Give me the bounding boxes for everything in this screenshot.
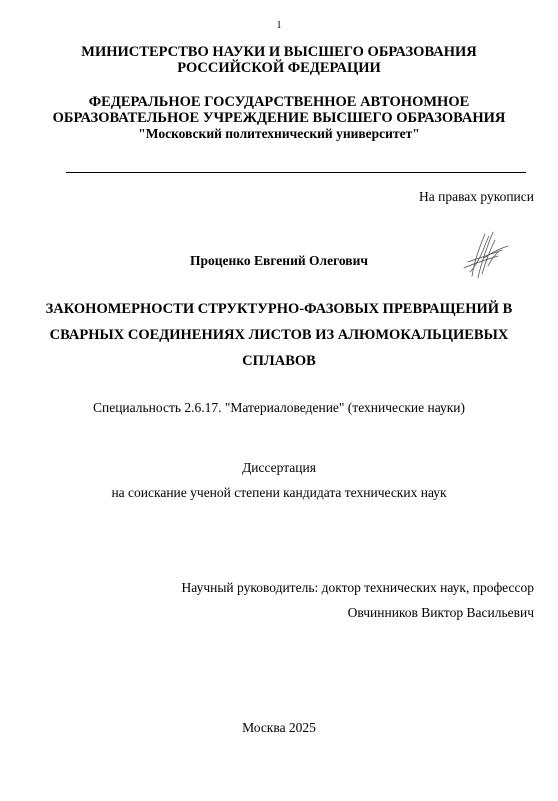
title-line-3: СПЛАВОВ	[242, 353, 316, 369]
dissertation-type	[0, 455, 558, 505]
author-name: Проценко Евгений Олегович	[190, 253, 368, 268]
degree-line: на соискание ученой степени кандидата технических наук	[111, 485, 447, 500]
supervisor-name: Овчинников Виктор Васильевич	[347, 605, 534, 620]
ministry-line-2: РОССИЙСКОЙ ФЕДЕРАЦИИ	[177, 60, 381, 76]
ministry-line-1: МИНИСТЕРСТВО НАУКИ И ВЫСШЕГО ОБРАЗОВАНИЯ	[81, 44, 477, 60]
city-year: Москва 2025	[242, 720, 316, 735]
institution-header	[0, 94, 558, 142]
specialty: Специальность 2.6.17. "Материаловедение" (технические науки)	[92, 400, 466, 415]
ministry-header	[0, 44, 558, 76]
header-divider	[66, 172, 526, 173]
rights-note: На правах рукописи	[418, 189, 534, 204]
page-number: 1	[276, 20, 282, 31]
handwritten-signature	[458, 228, 518, 282]
dissertation-label: Диссертация	[242, 460, 316, 475]
supervisor-title: Научный руководитель: доктор технических наук, профессор	[181, 580, 534, 595]
title-line-1: ЗАКОНОМЕРНОСТИ СТРУКТУРНО-ФАЗОВЫХ ПРЕВРАЩЕНИЙ В	[45, 301, 513, 317]
institution-name: "Московский политехнический университет"	[138, 126, 420, 141]
institution-line-2: ОБРАЗОВАТЕЛЬНОЕ УЧРЕЖДЕНИЕ ВЫСШЕГО ОБРАЗОВАНИЯ	[52, 110, 506, 126]
title-line-2: СВАРНЫХ СОЕДИНЕНИЯХ ЛИСТОВ ИЗ АЛЮМОКАЛЬЦИЕВЫХ	[49, 327, 509, 343]
dissertation-title	[40, 296, 518, 374]
institution-line-1: ФЕДЕРАЛЬНОЕ ГОСУДАРСТВЕННОЕ АВТОНОМНОЕ	[88, 94, 470, 110]
supervisor	[182, 575, 534, 625]
